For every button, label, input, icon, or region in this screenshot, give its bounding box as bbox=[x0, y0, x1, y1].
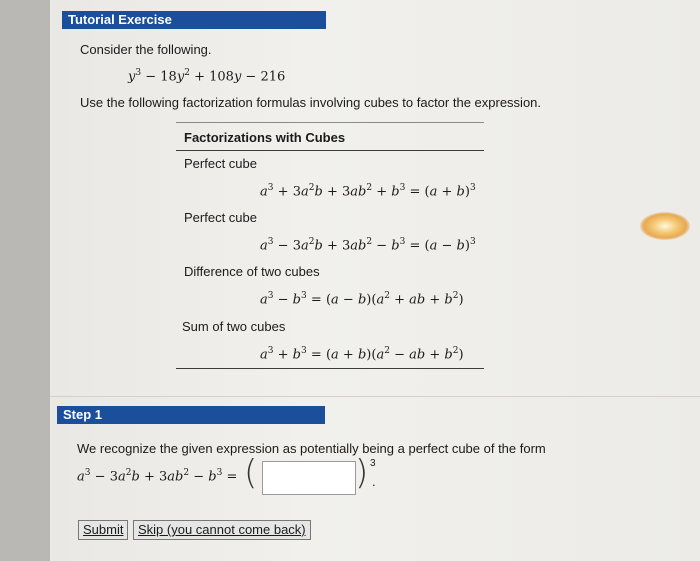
given-expression: $y^3 - 18y^2 + 108y - 216$ bbox=[128, 68, 286, 85]
instruction-text: Use the following factorization formulas involving cubes to factor the expression. bbox=[80, 95, 542, 110]
formula-sum-cubes: $a^3 + b^3 = (a + b)(a^2$ − ab + $b^2$) bbox=[260, 346, 464, 363]
formula-perfect-cube-sum: $a^3 + 3a^2b + 3ab^2 + b^3 = (a + b)^3$ bbox=[260, 183, 476, 200]
step-text: We recognize the given expression as potentially being a perfect cube of the form bbox=[77, 441, 546, 456]
light-glare-icon bbox=[640, 212, 690, 240]
row-label-difference-cubes: Difference of two cubes bbox=[184, 264, 320, 279]
row-label-sum-cubes: Sum of two cubes bbox=[182, 319, 286, 334]
row-label-perfect-cube-2: Perfect cube bbox=[184, 210, 257, 225]
table-heading-rule bbox=[176, 150, 484, 151]
step-header: Step 1 bbox=[57, 406, 325, 424]
intro-text: Consider the following. bbox=[80, 42, 212, 57]
table-heading: Factorizations with Cubes bbox=[184, 130, 346, 145]
answer-period: . bbox=[372, 474, 376, 489]
step-expression: $a^3 - 3a^2b + 3ab^2 - b^3$ = bbox=[77, 468, 238, 485]
answer-exponent: 3 bbox=[370, 458, 376, 469]
submit-button[interactable]: Submit bbox=[78, 520, 128, 540]
formula-difference-cubes: $a^3 - b^3 = (a - b)(a^2$ + ab + $b^2$) bbox=[260, 291, 464, 308]
skip-button[interactable]: Skip (you cannot come back) bbox=[133, 520, 311, 540]
row-label-perfect-cube-1: Perfect cube bbox=[184, 156, 257, 171]
answer-open-paren: ( bbox=[244, 453, 258, 493]
table-bottom-rule bbox=[176, 368, 484, 369]
answer-close-paren: ) bbox=[355, 453, 369, 493]
formula-perfect-cube-diff: $a^3 - 3a^2b + 3ab^2 - b^3 = (a - b)^3$ bbox=[260, 237, 476, 254]
section-divider bbox=[50, 396, 700, 397]
tutorial-header: Tutorial Exercise bbox=[62, 11, 326, 29]
table-top-rule bbox=[176, 122, 484, 123]
answer-input[interactable] bbox=[262, 461, 356, 495]
